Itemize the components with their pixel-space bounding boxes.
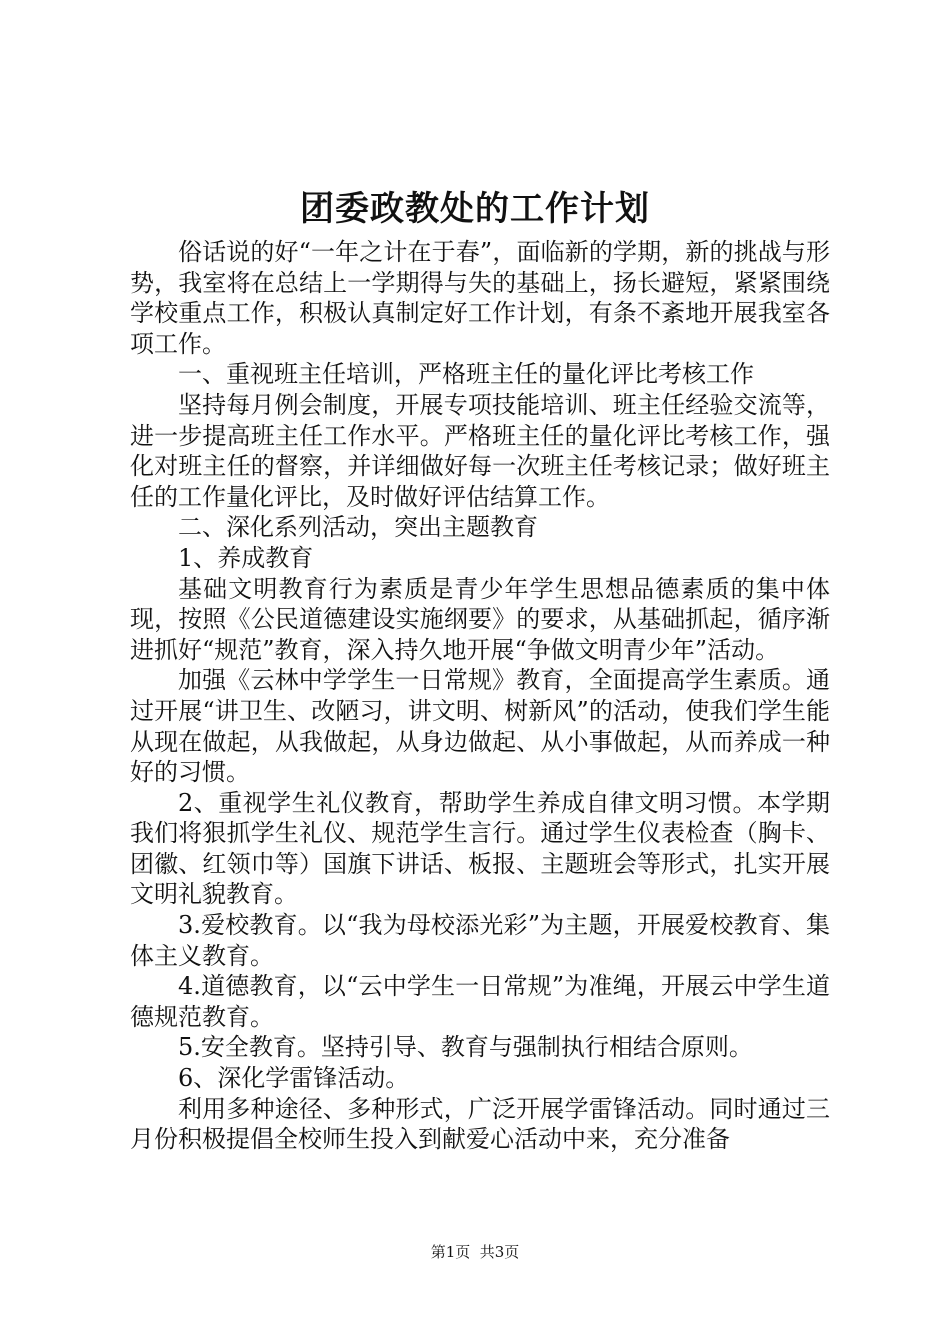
paragraph-intro: 俗话说的好“一年之计在于春”，面临新的学期，新的挑战与形势，我室将在总结上一学期得与失的基础上，扬长避短，紧紧围绕学校重点工作，积极认真制定好工作计划，有条不紊地开展我室各项工作。 bbox=[130, 238, 830, 358]
document-body bbox=[130, 237, 830, 1155]
subheading-leifeng-activity: 6、深化学雷锋活动。 bbox=[178, 1064, 410, 1093]
paragraph-section-1: 坚持每月例会制度，开展专项技能培训、班主任经验交流等，进一步提高班主任工作水平。严格班主任的量化评比考核工作，强化对班主任的督察，并详细做好每一次班主任考核记录；做好班主任的工作量化评比，及时做好评估结算工作。 bbox=[130, 390, 830, 511]
paragraph-etiquette-education: 2、重视学生礼仪教育，帮助学生养成自律文明习惯。本学期我们将狠抓学生礼仪、规范学生言行。通过学生仪表检查（胸卡、团徽、红领巾等）国旗下讲话、板报、主题班会等形式，扎实开展文明礼貌教育。 bbox=[130, 788, 830, 909]
document-title: 团委政教处的工作计划 bbox=[300, 189, 650, 229]
page-footer: 第1页 共3页 bbox=[430, 1243, 520, 1261]
paragraph-daily-rules: 加强《云林中学学生一日常规》教育，全面提高学生素质。通过开展“讲卫生、改陋习，讲文明、树新风”的活动，使我们学生能从现在做起，从我做起，从身边做起、从小事做起，从而养成一种好的习惯。 bbox=[130, 666, 830, 787]
paragraph-habit-education: 基础文明教育行为素质是青少年学生思想品德素质的集中体现，按照《公民道德建设实施纲要》的要求，从基础抓起，循序渐进抓好“规范”教育，深入持久地开展“争做文明青少年”活动。 bbox=[130, 574, 830, 664]
paragraph-moral-education: 4.道德教育，以“云中学生一日常规”为准绳，开展云中学生道德规范教育。 bbox=[130, 972, 830, 1031]
paragraph-safety-education: 5.安全教育。坚持引导、教育与强制执行相结合原则。 bbox=[178, 1033, 753, 1062]
paragraph-leifeng-activity: 利用多种途径、多种形式，广泛开展学雷锋活动。同时通过三月份积极提倡全校师生投入到献爱心活动中来，充分准备 bbox=[130, 1094, 830, 1154]
heading-section-2: 二、深化系列活动，突出主题教育 bbox=[178, 513, 538, 542]
subheading-habit-education: 1、养成教育 bbox=[178, 543, 314, 572]
paragraph-school-love-education: 3.爱校教育。以“我为母校添光彩”为主题，开展爱校教育、集体主义教育。 bbox=[130, 911, 830, 970]
heading-section-1: 一、重视班主任培训，严格班主任的量化评比考核工作 bbox=[178, 360, 754, 389]
